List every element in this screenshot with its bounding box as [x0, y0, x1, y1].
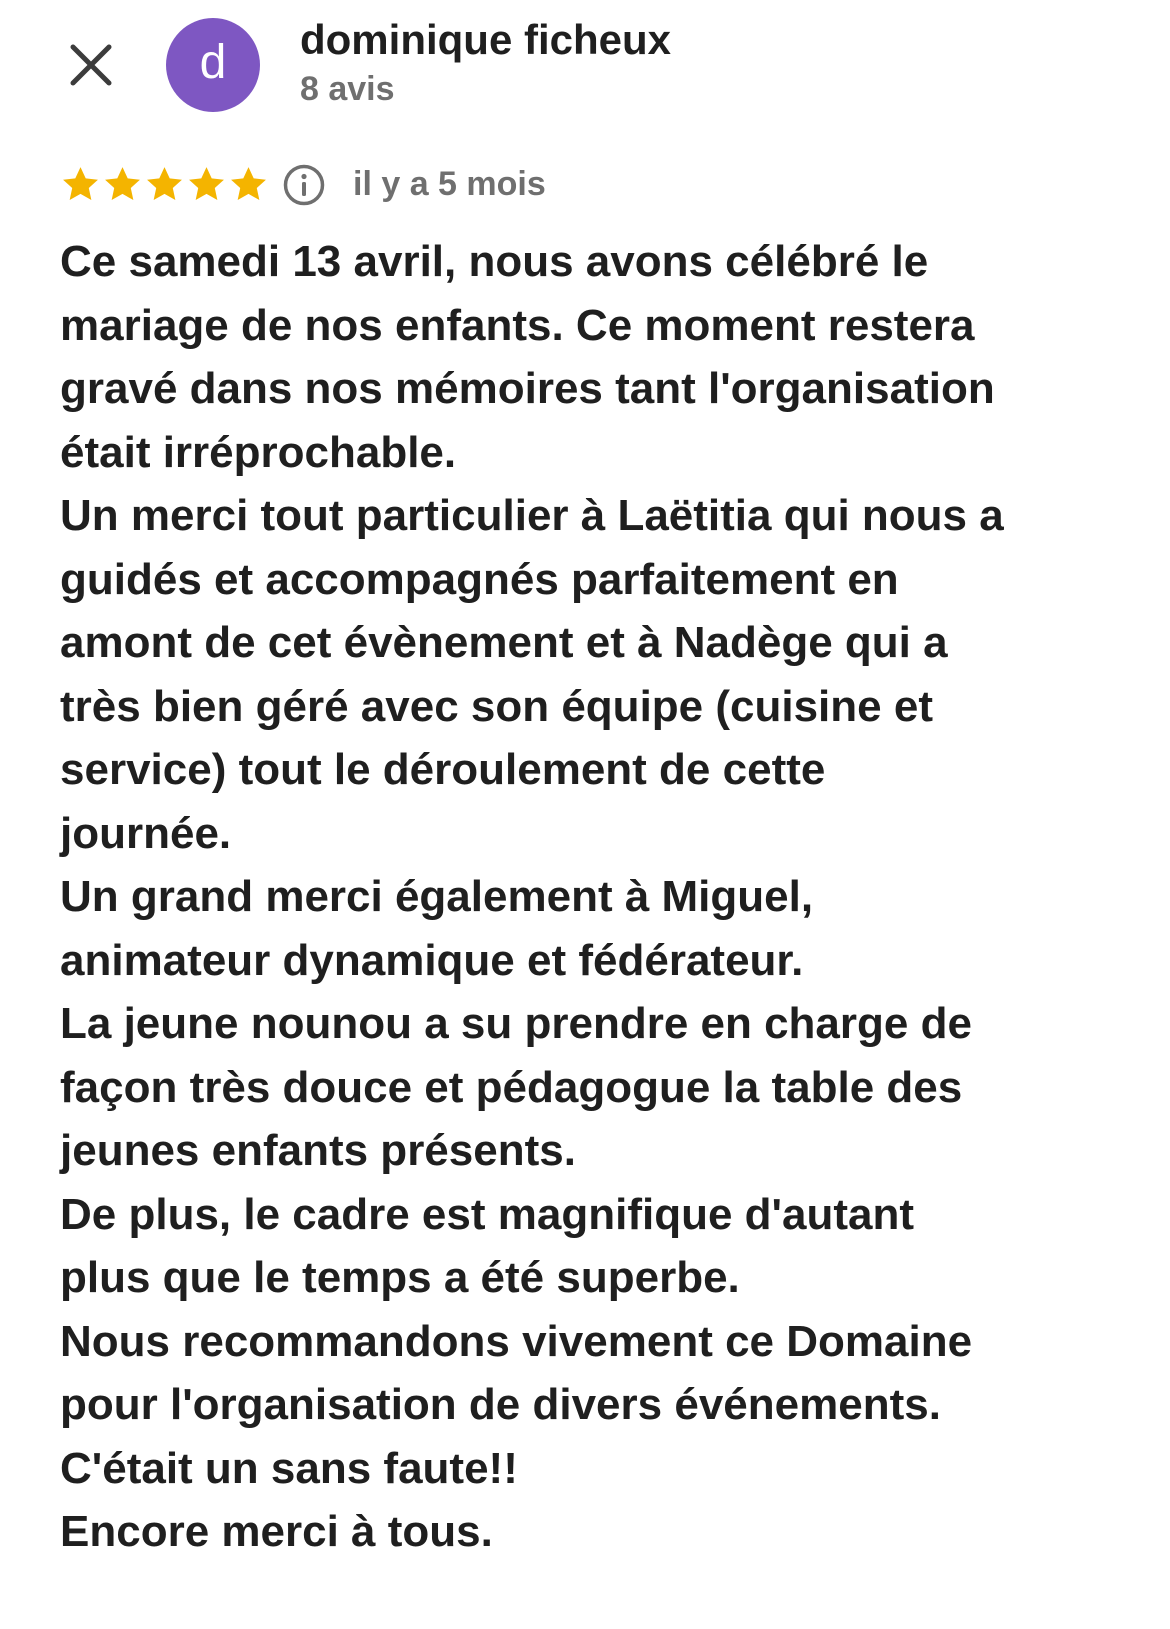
- review-text-line: jeunes enfants présents.: [60, 1126, 576, 1175]
- review-text-line: De plus, le cadre est magnifique d'autant: [60, 1189, 914, 1239]
- author-name[interactable]: dominique ficheux: [300, 16, 672, 63]
- review-text-line: amont de cet évènement et à Nadège qui a: [60, 618, 948, 667]
- review-body: [60, 230, 1140, 1564]
- review-text-line: Un merci tout particulier à Laëtitia qui nous a: [60, 491, 1004, 540]
- review-text-line: façon très douce et pédagogue la table des: [60, 1062, 963, 1112]
- review-text-line: pour l'organisation de divers événements.: [60, 1380, 941, 1429]
- review-meta: [60, 160, 1120, 210]
- star-icon: [102, 164, 143, 205]
- star-rating: [60, 164, 269, 206]
- avatar[interactable]: d: [166, 18, 260, 112]
- review-text-line: guidés et accompagnés parfaitement en: [60, 554, 899, 604]
- review-text-line: plus que le temps a été superbe.: [60, 1253, 740, 1302]
- review-text-line: Un grand merci également à Miguel,: [60, 872, 814, 921]
- review-text-line: Ce samedi 13 avril, nous avons célébré le: [60, 237, 929, 286]
- review-text-line: animateur dynamique et fédérateur.: [60, 935, 804, 985]
- review-header: [0, 0, 1170, 130]
- review-text-line: service) tout le déroulement de cette: [60, 745, 826, 794]
- review-text-line: Nous recommandons vivement ce Domaine: [60, 1316, 973, 1366]
- review-text-line: était irréprochable.: [60, 427, 457, 477]
- review-text-line: mariage de nos enfants. Ce moment restera: [60, 300, 975, 350]
- close-button[interactable]: [64, 38, 118, 92]
- review-text-line: Encore merci à tous.: [60, 1507, 493, 1556]
- review-text-line: gravé dans nos mémoires tant l'organisation: [60, 364, 995, 413]
- review-text-line: très bien géré avec son équipe (cuisine et: [60, 681, 933, 731]
- review-text-line: journée.: [60, 808, 232, 858]
- review-count: 8 avis: [300, 70, 395, 108]
- info-icon[interactable]: [282, 163, 326, 207]
- star-icon: [60, 164, 101, 205]
- star-icon: [144, 164, 185, 205]
- review-date: il y a 5 mois: [353, 165, 546, 203]
- review-text-line: C'était un sans faute!!: [60, 1443, 518, 1493]
- star-icon: [228, 164, 269, 205]
- review-text-line: La jeune nounou a su prendre en charge de: [60, 999, 972, 1048]
- star-icon: [186, 164, 227, 205]
- close-icon: [64, 38, 118, 92]
